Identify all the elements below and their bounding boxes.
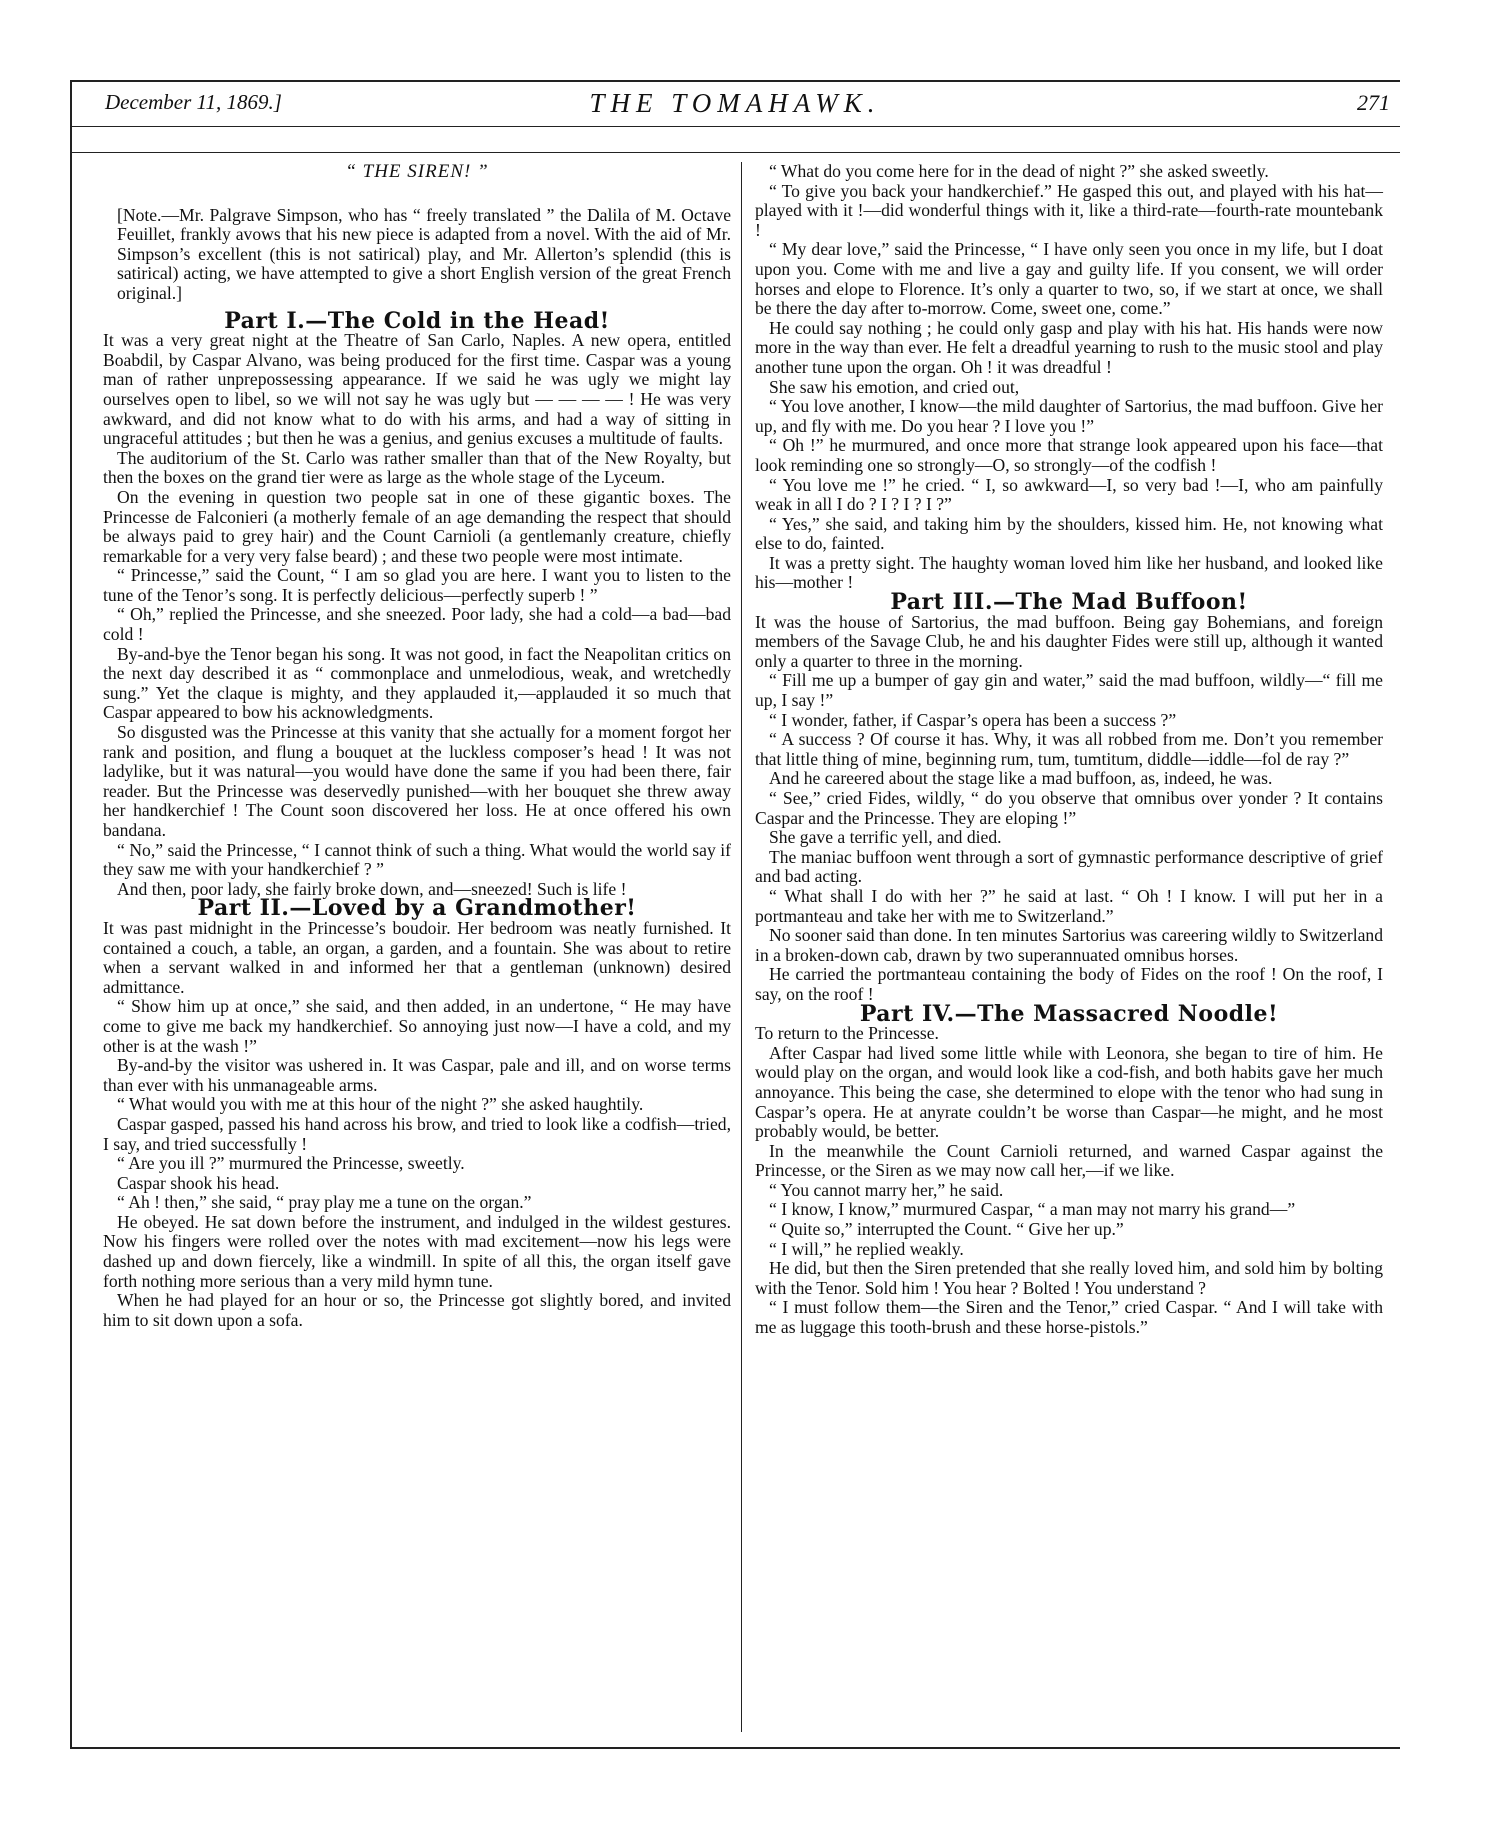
paragraph: “ I know, I know,” murmured Caspar, “ a man may not marry his grand—” [769,1199,1296,1220]
paragraph: “ Fill me up a bumper of gay gin and water,” said the mad buffoon, wildly—“ fill me up, I say !” [755,670,1383,711]
paragraph: “ A success ? Of course it has. Why, it was all robbed from me. Don’t you remember that little thing of mine, beginning rum, tum, tumtitum, diddle—iddle—fol de ray ?” [755,729,1383,769]
paragraph: He could say nothing ; he could only gasp and play with his hat. His hands were now more in the way than ever. He felt a dreadful yearning to rush to the music stool and play another tune upon the organ. Oh ! it was dreadful ! [755,317,1383,377]
masthead-title: THE TOMAHAWK. [589,88,881,118]
paragraph: “ To give you back your handkerchief.” He gasped this out, and played with his hat—played with it !—did wonderful things with it, like a third-rate—fourth-rate mountebank ! [755,180,1383,240]
left-rule [70,80,72,1748]
paragraph: She saw his emotion, and cried out, [769,376,1020,397]
paragraph: On the evening in question two people sat in one of these gigantic boxes. The Princesse de Falconieri (a motherly female of an age demanding the respect that should be always paid to grey hair) and the Count Carnioli (a gentlemanly creature, chiefly remarkable for a very very false beard) ; and these two people were most intimate. [103,486,731,566]
paragraph: “ No,” said the Princesse, “ I cannot think of such a thing. What would the world say if they saw me with your handkerchief ? ” [103,839,731,880]
paragraph: “ Yes,” she said, and taking him by the shoulders, kissed him. He, not knowing what else to do, fainted. [755,513,1383,554]
paragraph: After Caspar had lived some little while with Leonora, she began to tire of him. He would play on the organ, and would look like a cod-fish, and both habits gave her much annoyance. This being the case, she determined to elope with the tenor who had sung in Caspar’s opera. He at anyrate couldn’t be worse than Caspar—he might, and he most probably would, be better. [755,1042,1383,1142]
paragraph: “ I must follow them—the Siren and the Tenor,” cried Caspar. “ And I will take with me as luggage this tooth-brush and these horse-pistols.” [755,1297,1383,1338]
paragraph: She gave a terrific yell, and died. [769,827,1002,848]
part-2-heading: Part II.—Loved by a Grandmother! [197,895,637,922]
page-header [70,80,1400,126]
paragraph: It was the house of Sartorius, the mad buffoon. Being gay Bohemians, and foreign members of the Savage Club, he and his daughter Fides were still up, although it wanted only a quarter to three in the morning. [755,611,1383,671]
article-title: “ THE SIREN! ” [345,161,489,182]
paragraph: “ What do you come here for in the dead of night ?” she asked sweetly. [769,161,1269,181]
paragraph: “ I wonder, father, if Caspar’s opera has been a success ?” [769,709,1177,730]
right-column [755,162,1383,1338]
paragraph: To return to the Princesse. [755,1023,939,1044]
paragraph: So disgusted was the Princesse at this vanity that she actually for a moment forgot her rank and position, and flung a bouquet at the luckless composer’s head ! It was not ladylike, but it was natural—you would have done the same if you had been there, fair reader. But the Princesse was deservedly punished—with her bouquet she threw away her handkerchief ! The Count soon discovered her loss. He at once offered his own bandana. [103,722,731,840]
paragraph: No sooner said than done. In ten minutes Sartorius was careering wildly to Switzerland in a broken-down cab, drawn by two superannuated omnibus horses. [755,925,1383,965]
paragraph: Caspar shook his head. [117,1172,280,1193]
header-rule [70,126,1400,127]
paragraph: The maniac buffoon went through a sort of gymnastic performance descriptive of grief and bad acting. [755,846,1383,887]
left-column [103,162,731,1330]
paragraph: The auditorium of the St. Carlo was rather smaller than that of the New Royalty, but then the boxes on the grand tier were as large as the whole stage of the Lyceum. [103,447,731,488]
paragraph: “ What would you with me at this hour of the night ?” she asked haughtily. [117,1094,644,1115]
paragraph: “ You love me !” he cried. “ I, so awkward—I, so very bad !—I, who am painfully weak in all I do ? I ? I ? I ?” [755,474,1383,515]
page-number: 271 [1357,90,1390,115]
paragraph: It was a very great night at the Theatre of San Carlo, Naples. A new opera, entitled Boabdil, by Caspar Alvano, was being produced for the first time. Caspar was a young man of rather unprepossessing appearance. If we said he was ugly we might lay ourselves open to libel, so we will not say he was ugly but — — — — ! He was very awkward, and did not know what to do with his arms, and had a way of sitting in ungraceful attitudes ; but then he was a genius, and genius excuses a multitude of faults. [103,330,731,449]
header-rule-2 [70,152,1400,153]
top-rule [70,80,1400,82]
paragraph: By-and-by the visitor was ushered in. It was Caspar, pale and ill, and on worse terms than ever with his unmanageable arms. [103,1055,731,1095]
issue-date: December 11, 1869.] [105,90,282,114]
paragraph: “ My dear love,” said the Princesse, “ I have only seen you once in my life, but I doat upon you. Come with me and live a gay and guilty life. If you consent, we will order horses and elope to Florence. It’s only a quarter to two, so, if we start at once, we shall be there the day after to-morrow. Come, sweet one, come.” [755,239,1383,319]
paragraph: And then, poor lady, she fairly broke down, and—sneezed! Such is life ! [117,878,627,899]
part-3-heading: Part III.—The Mad Buffoon! [890,589,1248,616]
editor-note: [Note.—Mr. Palgrave Simpson, who has “ freely translated ” the Dalila of M. Octave Feuillet, frankly avows that his new piece is adapted from a novel. With the aid of Mr. Simpson’s excellent (this is not satirical) play, and Mr. Allerton’s splendid (this is satirical) acting, we have attempted to give a short English version of the great French original.] [117,204,731,303]
paragraph: “ Oh,” replied the Princesse, and she sneezed. Poor lady, she had a cold—a bad—bad cold ! [103,604,731,645]
paragraph: Caspar gasped, passed his hand across his brow, and tried to look like a codfish—tried, I say, and tried successfully ! [103,1113,731,1154]
paragraph: “ I will,” he replied weakly. [769,1238,964,1259]
newspaper-page [70,80,1400,1748]
paragraph: “ Princesse,” said the Count, “ I am so glad you are here. I want you to listen to the tune of the Tenor’s song. It is perfectly delicious—perfectly superb ! ” [103,565,731,605]
paragraph: By-and-bye the Tenor began his song. It was not good, in fact the Neapolitan critics on the next day described it as “ commonplace and unmelodious, weak, and wretchedly sung.” Yet the claque is mighty, and they applauded it,—applauded it so much that Caspar appeared to bow his acknowledgments. [103,643,731,723]
paragraph: And he careered about the stage like a mad buffoon, as, indeed, he was. [769,768,1273,789]
bottom-rule [70,1747,1400,1749]
paragraph: “ Ah ! then,” she said, “ pray play me a tune on the organ.” [117,1192,532,1213]
paragraph: “ What shall I do with her ?” he said at last. “ Oh ! I know. I will put her in a portmanteau and take her with me to Switzerland.” [755,885,1383,926]
paragraph: When he had played for an hour or so, the Princesse got slightly bored, and invited him to sit down upon a sofa. [103,1290,731,1330]
paragraph: “ Oh !” he murmured, and once more that strange look appeared upon his face—that look reminding one so strongly—O, so strongly—of the codfish ! [755,435,1383,475]
paragraph: He carried the portmanteau containing the body of Fides on the roof ! On the roof, I say, on the roof ! [755,964,1383,1004]
paragraph: “ Are you ill ?” murmured the Princesse, sweetly. [117,1153,465,1174]
paragraph: “ See,” cried Fides, wildly, “ do you observe that omnibus over yonder ? It contains Caspar and the Princesse. They are eloping !” [755,788,1383,828]
paragraph: He did, but then the Siren pretended that she really loved him, and sold him by bolting with the Tenor. Sold him ! You hear ? Bolted ! You understand ? [755,1258,1383,1298]
paragraph: “ Show him up at once,” she said, and then added, in an undertone, “ He may have come to give me back my handkerchief. So annoying just now—I have a cold, and my other is at the wash !” [103,996,731,1056]
paragraph: “ You cannot marry her,” he said. [769,1179,1004,1200]
paragraph: In the meanwhile the Count Carnioli returned, and warned Caspar against the Princesse, or the Siren as we may now call her,—if we like. [755,1140,1383,1181]
paragraph: It was a pretty sight. The haughty woman loved him like her husband, and looked like his—mother ! [755,552,1383,593]
paragraph: “ You love another, I know—the mild daughter of Sartorius, the mad buffoon. Give her up, and fly with me. Do you hear ? I love you !” [755,396,1383,436]
column-divider [741,162,742,1732]
paragraph: “ Quite so,” interrupted the Count. “ Give her up.” [769,1219,1124,1240]
paragraph: He obeyed. He sat down before the instrument, and indulged in the wildest gestures. Now his fingers were rolled over the notes with mad excitement—now his legs were dashed up and down fiercely, like a windmill. In spite of all this, the organ itself gave forth nothing more serious than a very mild hymn tune. [103,1211,731,1291]
paragraph: It was past midnight in the Princesse’s boudoir. Her bedroom was neatly furnished. It contained a couch, a table, an organ, a garden, and a fountain. She was about to retire when a servant walked in and informed her that a gentleman (unknown) desired admittance. [103,917,731,997]
part-4-heading: Part IV.—The Massacred Noodle! [859,1000,1279,1027]
part-1-heading: Part I.—The Cold in the Head! [224,307,610,334]
